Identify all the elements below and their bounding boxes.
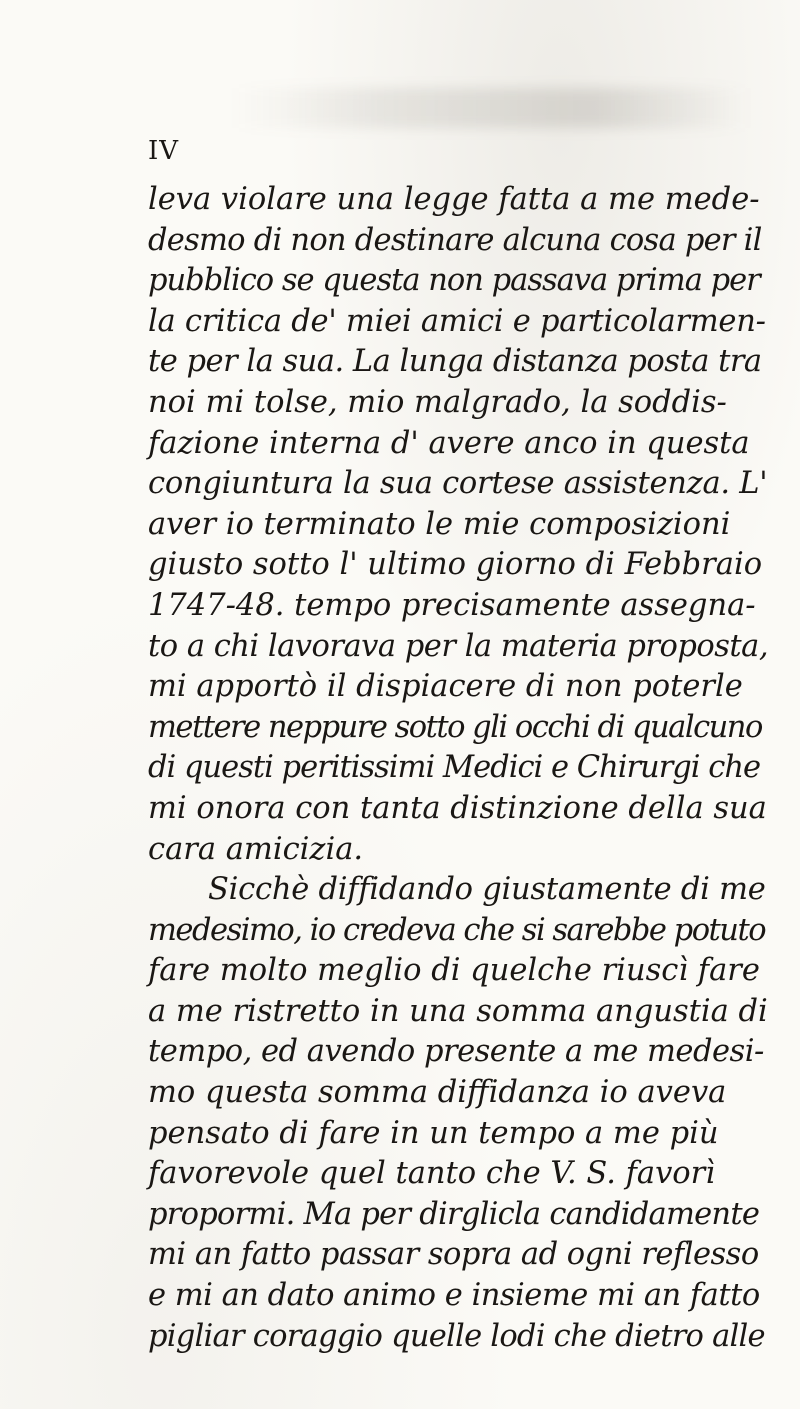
text-line: favorevole quel tanto che V. S. favorì bbox=[148, 1156, 716, 1192]
text-line: tempo, ed avendo presente a me medesi- bbox=[148, 1034, 764, 1070]
text-line: mi apportò il dispiacere di non poterle bbox=[148, 669, 743, 705]
text-line: noi mi tolse, mio malgrado, la soddis- bbox=[148, 384, 727, 420]
text-line: mettere neppure sotto gli occhi di qualcuno bbox=[148, 709, 762, 745]
text-line: 1747-48. tempo precisamente assegna- bbox=[148, 587, 756, 623]
text-line: te per la sua. La lunga distanza posta tra bbox=[148, 344, 762, 380]
body-text bbox=[148, 180, 768, 1357]
text-line: leva violare una legge fatta a me mede- bbox=[148, 182, 760, 217]
text-line: propormi. Ma per dirglicla candidamente bbox=[148, 1196, 760, 1232]
text-line: e mi an dato animo e insieme mi an fatto bbox=[148, 1278, 760, 1314]
text-line: mo questa somma diffidanza io aveva bbox=[148, 1075, 727, 1111]
text-line: aver io terminato le mie composizioni bbox=[148, 506, 731, 542]
show-through-stain bbox=[230, 88, 750, 128]
text-line: pigliar coraggio quelle lodi che dietro alle bbox=[148, 1318, 765, 1354]
text-line-paragraph-start: Sicchè diffidando giustamente di me bbox=[208, 872, 766, 908]
text-line: di questi peritissimi Medici e Chirurgi che bbox=[148, 750, 761, 786]
text-line: pubblico se questa non passava prima per bbox=[148, 263, 760, 299]
text-line: giusto sotto l' ultimo giorno di Febbraio bbox=[148, 547, 763, 583]
text-line: congiuntura la sua cortese assistenza. L' bbox=[148, 466, 768, 502]
text-line: mi an fatto passar sopra ad ogni reflesso bbox=[148, 1237, 759, 1273]
text-line: fazione interna d' avere anco in questa bbox=[148, 425, 750, 461]
page-number: IV bbox=[148, 136, 180, 166]
text-line: medesimo, io credeva che si sarebbe potuto bbox=[148, 912, 766, 948]
text-line: pensato di fare in un tempo a me più bbox=[148, 1115, 719, 1151]
text-line: cara amicizia. bbox=[148, 831, 364, 867]
text-line: la critica de' miei amici e particolarmen- bbox=[148, 303, 766, 339]
text-line: to a chi lavorava per la materia proposta, bbox=[148, 628, 769, 664]
text-line: mi onora con tanta distinzione della sua bbox=[148, 790, 767, 826]
text-line: desmo di non destinare alcuna cosa per il bbox=[148, 222, 762, 258]
text-line: fare molto meglio di quelche riuscì fare bbox=[148, 953, 760, 989]
text-line: a me ristretto in una somma angustia di bbox=[148, 993, 768, 1029]
